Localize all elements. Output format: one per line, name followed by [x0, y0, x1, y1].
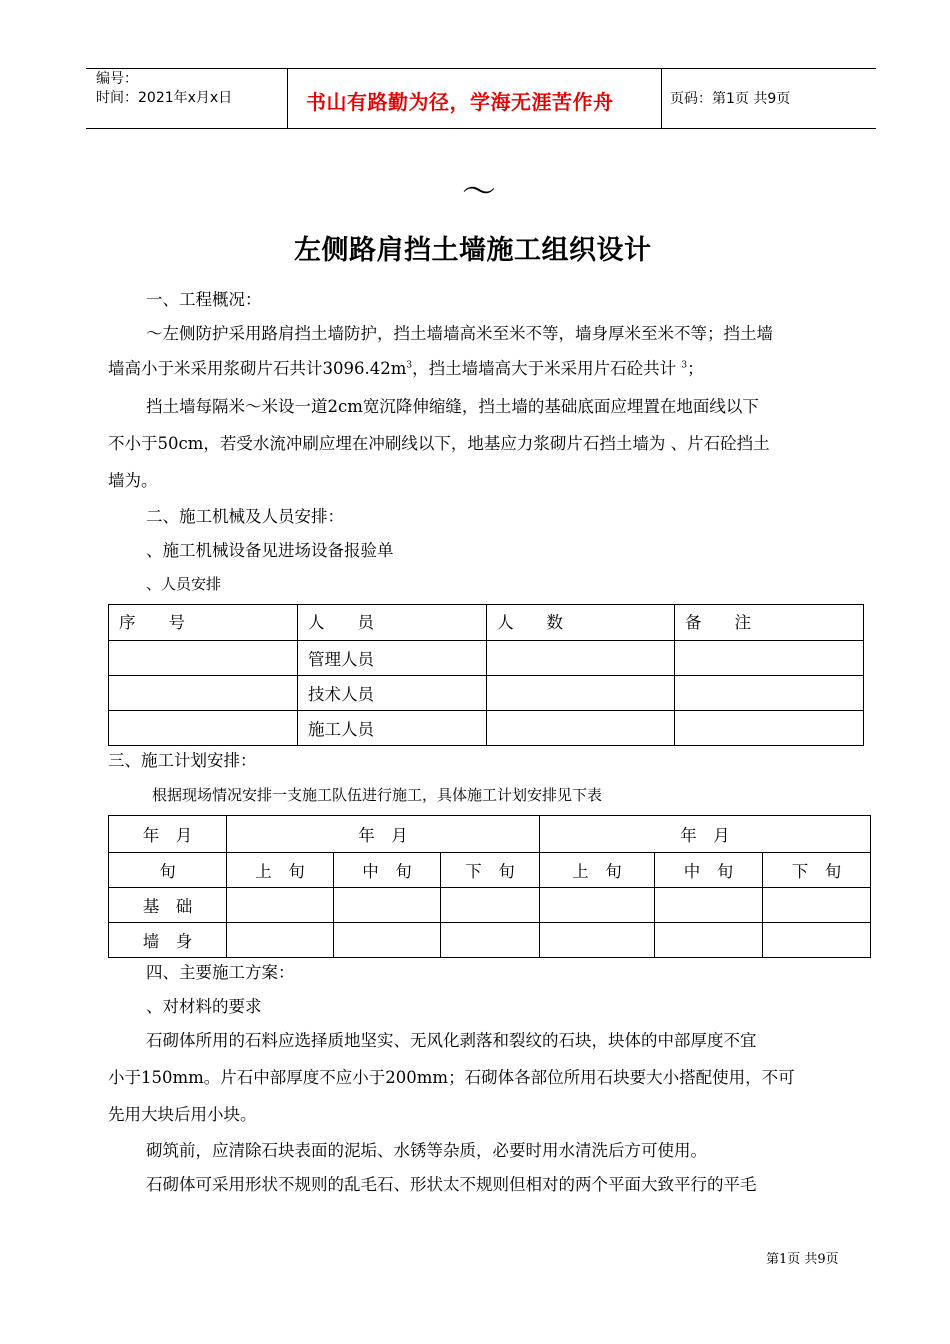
- cubic-sup-1: 3: [406, 360, 413, 371]
- plan-period-cell: 中 旬: [655, 853, 763, 888]
- header-number-label: 编号：: [96, 71, 138, 87]
- staff-cell-role: 施工人员: [298, 711, 487, 746]
- plan-cell: [227, 888, 334, 923]
- section4-p3: 石砌体可采用形状不规则的乱毛石、形状太不规则但相对的两个平面大致平行的平毛: [146, 1175, 757, 1194]
- staff-cell-role: 技术人员: [298, 676, 487, 711]
- section4-p2: 砌筑前，应清除石块表面的泥垢、水锈等杂质，必要时用水清洗后方可使用。: [146, 1141, 707, 1160]
- plan-period-cell: 中 旬: [334, 853, 441, 888]
- plan-cell: [655, 888, 763, 923]
- section2-item1: 、施工机械设备见进场设备报验单: [146, 541, 394, 560]
- footer-page-number: 第1页 共9页: [766, 1252, 839, 1267]
- section1-p1-line1: ～左侧防护采用路肩挡土墙防护，挡土墙墙高米至米不等，墙身厚米至米不等；挡土墙: [146, 324, 773, 343]
- plan-cell: [334, 888, 441, 923]
- section1-p1-line2a: 墙高小于米采用浆砌片石共计3096.42m: [108, 359, 407, 378]
- section2-heading: 二、施工机械及人员安排：: [146, 507, 344, 526]
- plan-header-year-month: 年 月: [109, 816, 227, 853]
- header-page-label: 页码：第1页 共9页: [670, 91, 791, 107]
- plan-cell: [540, 888, 655, 923]
- plan-cell: [763, 923, 871, 958]
- section1-p1-line2: [108, 359, 704, 379]
- staff-header-index: 序 号: [109, 605, 298, 641]
- plan-row-label: 墙 身: [109, 923, 227, 958]
- section1-p1-line2b: ，挡土墙墙高大于米采用片石砼共计: [412, 359, 682, 378]
- section1-p1-line2c: ；: [687, 359, 704, 378]
- header-time-label: 时间：2021年x月x日: [96, 90, 233, 106]
- staff-cell: [675, 711, 864, 746]
- header-bottom-rule: [86, 128, 876, 129]
- section4-p1-line2: 小于150mm。片石中部厚度不应小于200mm；石砌体各部位所用石块要大小搭配使用，不可: [108, 1068, 795, 1087]
- section4-item1: 、对材料的要求: [146, 997, 262, 1016]
- section4-p1-line1: 石砌体所用的石料应选择质地坚实、无风化剥落和裂纹的石块，块体的中部厚度不宜: [146, 1031, 757, 1050]
- staff-cell: [109, 641, 298, 676]
- staff-cell: [487, 641, 675, 676]
- section1-p2-line2: 不小于50cm，若受水流冲刷应埋在冲刷线以下，地基应力浆砌片石挡土墙为 、片石砼挡土: [108, 434, 770, 453]
- plan-table: [108, 815, 871, 958]
- staff-table-header-row: [109, 605, 864, 641]
- staff-header-person: 人 员: [298, 605, 487, 641]
- plan-cell: [441, 888, 540, 923]
- plan-cell: [540, 923, 655, 958]
- page-title: 左侧路肩挡土墙施工组织设计: [294, 235, 652, 266]
- staff-cell: [675, 641, 864, 676]
- plan-period-row: [109, 853, 871, 888]
- plan-cell: [227, 923, 334, 958]
- section3-heading: 三、施工计划安排：: [108, 751, 257, 770]
- section1-p2-line1: 挡土墙每隔米～米设一道2cm宽沉降伸缩缝，挡土墙的基础底面应埋置在地面线以下: [146, 397, 759, 416]
- table-row: [109, 641, 864, 676]
- section4-p1-line3: 先用大块后用小块。: [108, 1105, 257, 1124]
- plan-period-cell: 下 旬: [763, 853, 871, 888]
- staff-table: [108, 604, 864, 746]
- tilde-mark: ～: [462, 172, 496, 212]
- plan-month-row: [109, 816, 871, 853]
- cubic-sup-2: 3: [681, 360, 688, 371]
- staff-cell: [109, 676, 298, 711]
- plan-period-cell: 下 旬: [441, 853, 540, 888]
- plan-row-label: 基 础: [109, 888, 227, 923]
- plan-month-2: 年 月: [540, 816, 871, 853]
- staff-header-count: 人 数: [487, 605, 675, 641]
- plan-month-1: 年 月: [227, 816, 540, 853]
- table-row: [109, 888, 871, 923]
- header-top-rule: [86, 68, 876, 69]
- section2-item2: 、人员安排: [146, 575, 222, 593]
- staff-cell-role: 管理人员: [298, 641, 487, 676]
- section1-p2-line3: 墙为。: [108, 471, 158, 490]
- staff-cell: [675, 676, 864, 711]
- plan-cell: [655, 923, 763, 958]
- plan-cell: [763, 888, 871, 923]
- table-row: [109, 711, 864, 746]
- staff-cell: [487, 711, 675, 746]
- table-row: [109, 923, 871, 958]
- section4-heading: 四、主要施工方案：: [146, 963, 295, 982]
- staff-cell: [487, 676, 675, 711]
- section3-intro: 根据现场情况安排一支施工队伍进行施工，具体施工计划安排见下表: [152, 786, 603, 804]
- section1-heading: 一、工程概况：: [146, 290, 262, 309]
- header-motto: 书山有路勤为径，学海无涯苦作舟: [306, 90, 614, 114]
- plan-cell: [334, 923, 441, 958]
- plan-period-cell: 上 旬: [227, 853, 334, 888]
- plan-period-cell: 上 旬: [540, 853, 655, 888]
- header-divider-2: [661, 68, 662, 129]
- staff-cell: [109, 711, 298, 746]
- staff-header-note: 备 注: [675, 605, 864, 641]
- table-row: [109, 676, 864, 711]
- plan-header-period: 旬: [109, 853, 227, 888]
- header-divider-1: [287, 68, 288, 129]
- plan-cell: [441, 923, 540, 958]
